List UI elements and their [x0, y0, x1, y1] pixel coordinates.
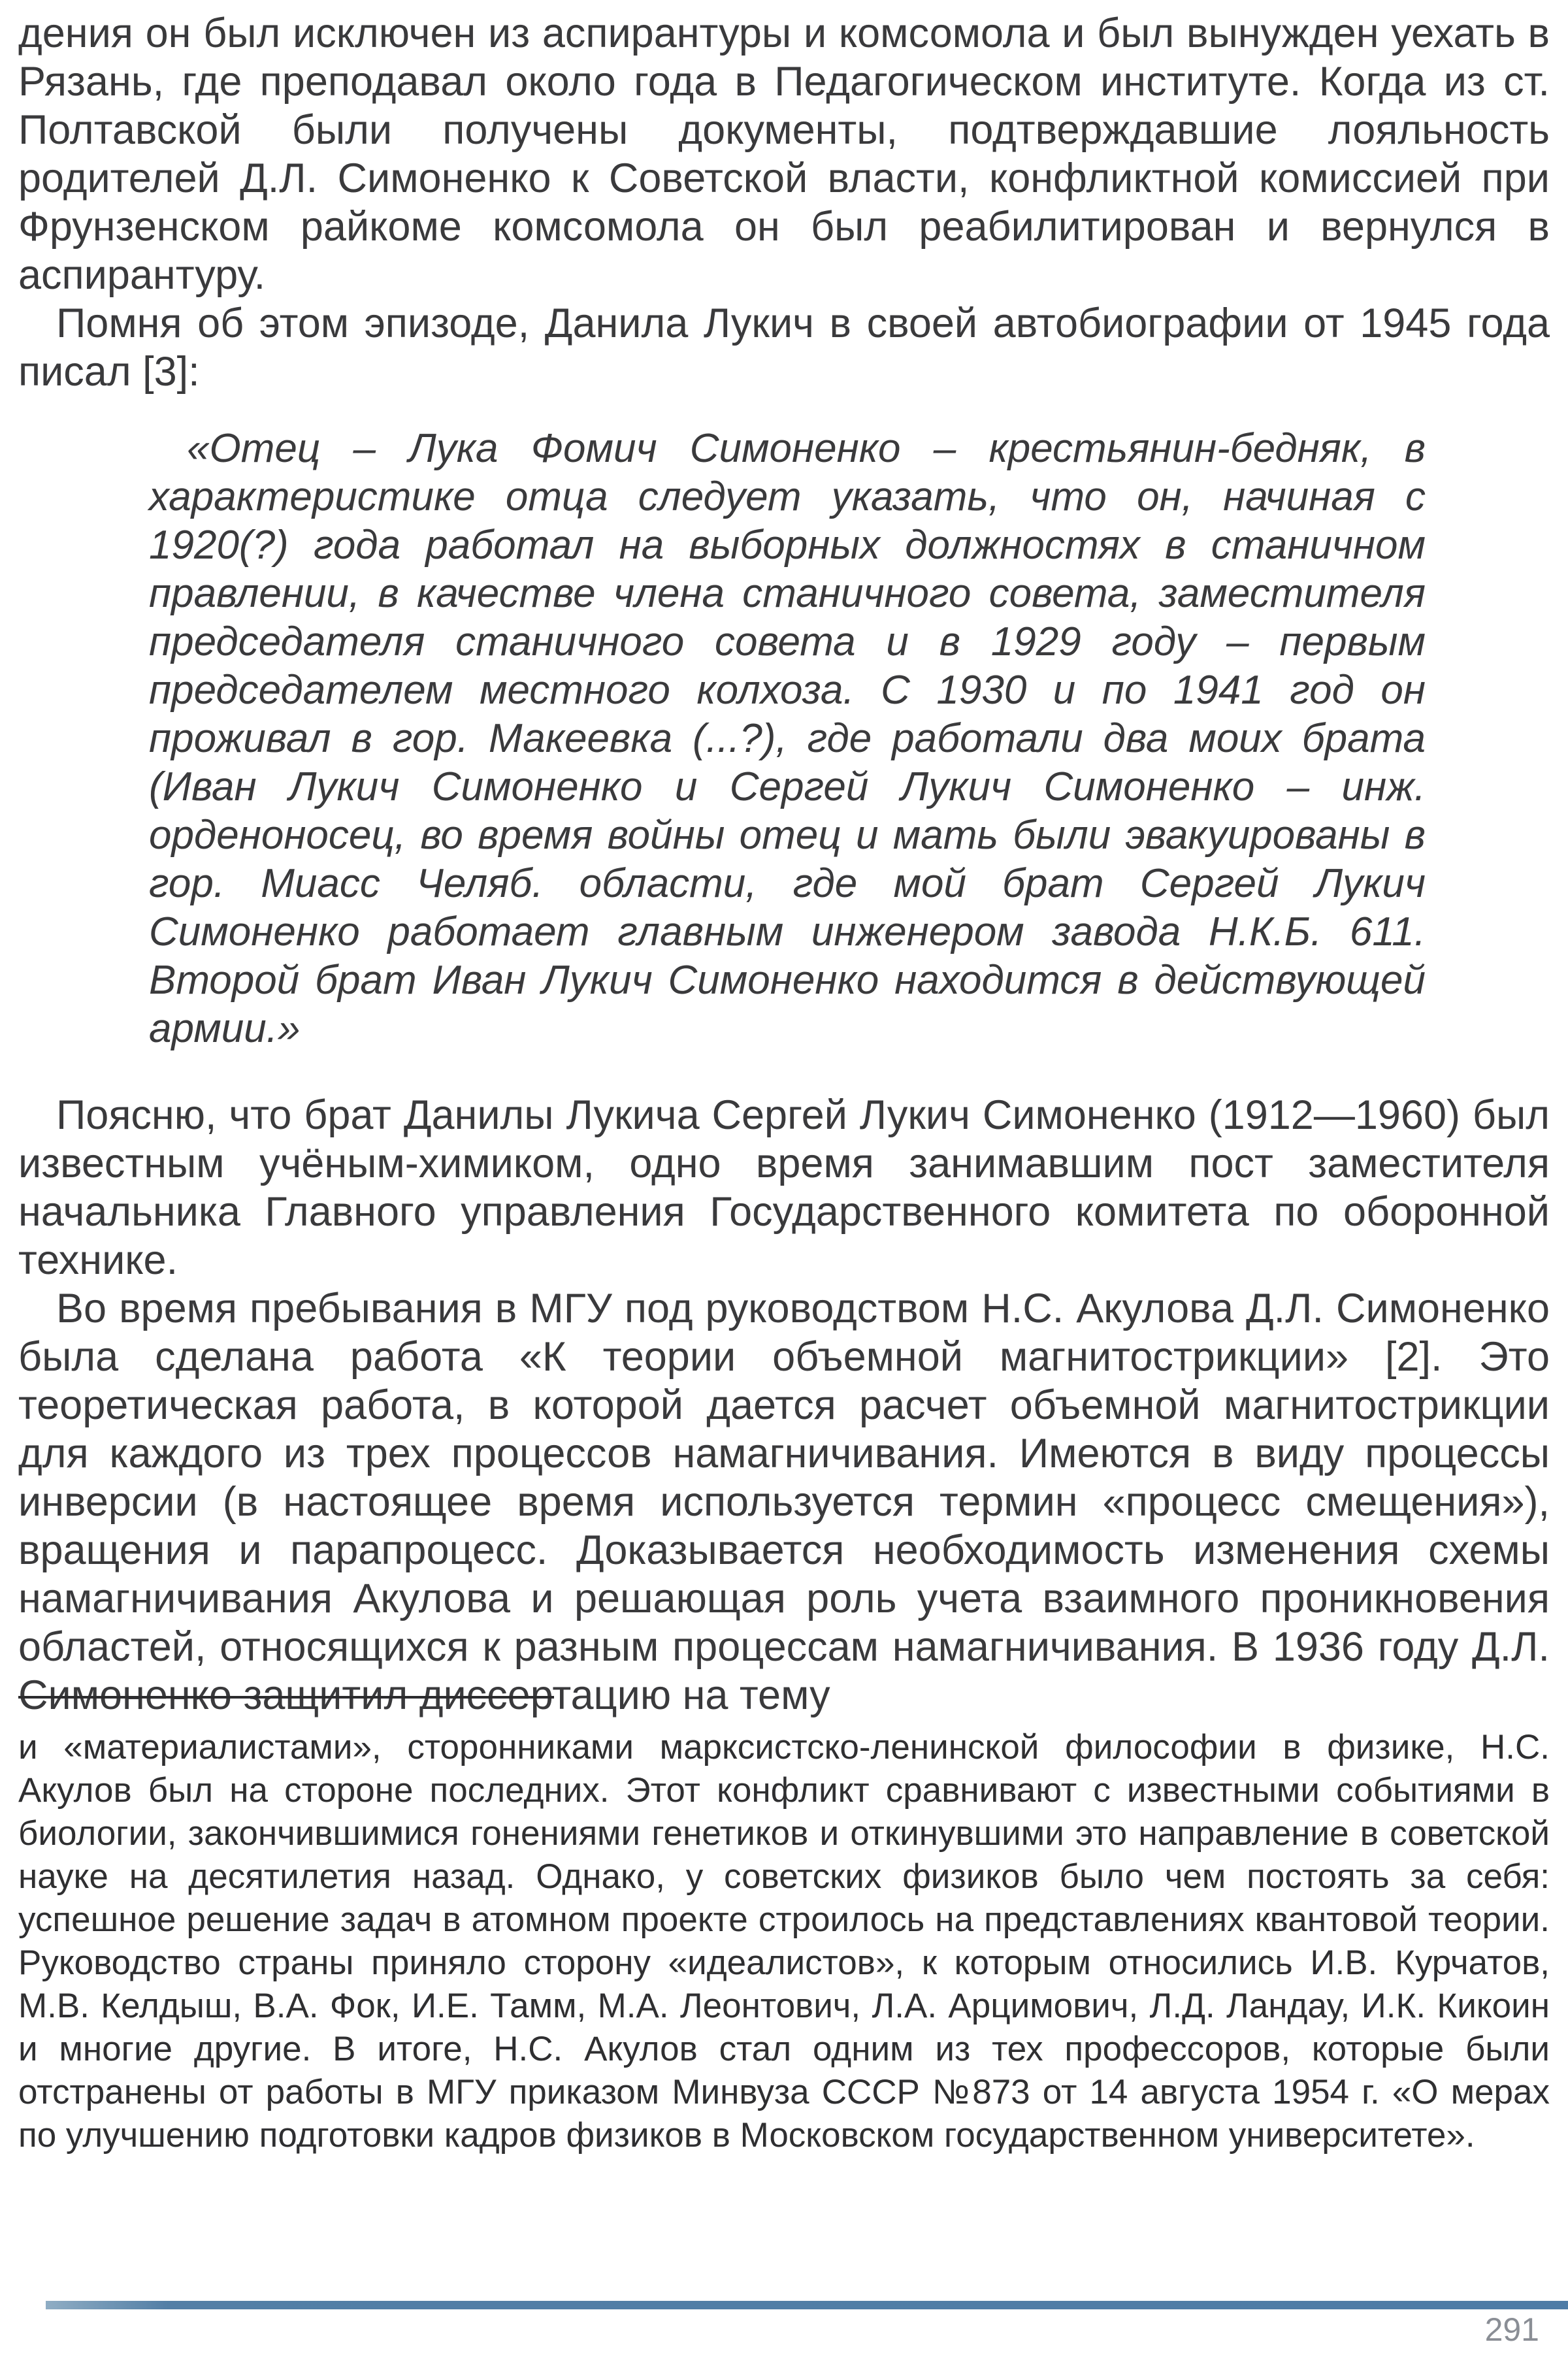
footnote-rule: [18, 1696, 554, 1699]
footer-accent-bar: [46, 2301, 1568, 2309]
body-paragraph: Поясню, что брат Данилы Лукича Сергей Лукич Симоненко (1912—1960) был известным учёным-химиком, одно время занимавшим пост заместителя начальника Главного управления Государственного комитета по оборонной технике.: [18, 1092, 1550, 1283]
body-paragraph: дения он был исключен из аспирантуры и комсомола и был вынужден уехать в Рязань, где преподавал около года в Педагогическом институте. Когда из ст. Полтавской были получены документы, подтверждавшие лояльность родителей Д.Л. Симоненко к Советской власти, конфликтной комиссией при Фрунзенском райкоме комсомола он был реабилитирован и вернулся в аспирантуру.: [18, 10, 1550, 298]
footnote-text: и «материалистами», сторонниками марксистско-ленинской философии в физике, Н.С. Акулов был на стороне последних. Этот конфликт сравнивают с известными событиями в биологии, закончившимися гонениями генетиков и откинувшими это направление в советской науке на десятилетия назад. Однако, у советских физиков было чем постоять за себя: успешное решение задач в атомном проекте строилось на представлениях квантовой теории. Руководство страны приняло сторону «идеалистов», к которым относились И.В. Курчатов, М.В. Келдыш, В.А. Фок, И.Е. Тамм, М.А. Леонтович, Л.А. Арцимович, Л.Д. Ландау, И.К. Кикоин и многие другие. В итоге, Н.С. Акулов стал одним из тех профессоров, которые были отстранены от работы в МГУ приказом Минвуза СССР №873 от 14 августа 1954 г. «О мерах по улучшению подготовки кадров физиков в Московском государственном университете».: [18, 1728, 1550, 2155]
page-content: [18, 9, 1550, 1719]
body-paragraph: Помня об этом эпизоде, Данила Лукич в своей автобиографии от 1945 года писал [3]:: [18, 301, 1550, 395]
block-quote: «Отец – Лука Фомич Симоненко – крестьянин-бедняк, в характеристике отца следует указать, что он, начиная с 1920(?) года работал на выборных должностях в станичном правлении, в качестве члена станичного совета, заместителя председателя станичного совета и в 1929 году – первым председателем местного колхоза. С 1930 и по 1941 год он проживал в гор. Макеевка (...?), где работали два моих брата (Иван Лукич Симоненко и Сергей Лукич Симоненко – инж. орденоносец, во время войны отец и мать были эвакуированы в гор. Миасс Челяб. области, где мой брат Сергей Лукич Симоненко работает главным инженером завода Н.К.Б. 611. Второй брат Иван Лукич Симоненко находится в действующей армии.»: [149, 426, 1426, 1051]
body-paragraph: Во время пребывания в МГУ под руководством Н.С. Акулова Д.Л. Симоненко была сделана работа «К теории объемной магнитострикции» [2]. Это теоретическая работа, в которой дается расчет объемной магнитострикции для каждого из трех процессов намагничивания. Имеются в виду процессы инверсии (в настоящее время используется термин «процесс смещения»), вращения и парапроцесс. Доказывается необходимость изменения схемы намагничивания Акулова и решающая роль учета взаимного проникновения областей, относящихся к разным процессам намагничивания. В 1936 году Д.Л. Симоненко защитил диссертацию на тему: [18, 1286, 1550, 1718]
page-number: 291: [1484, 2311, 1539, 2348]
footnote-section: [18, 1696, 1550, 2157]
